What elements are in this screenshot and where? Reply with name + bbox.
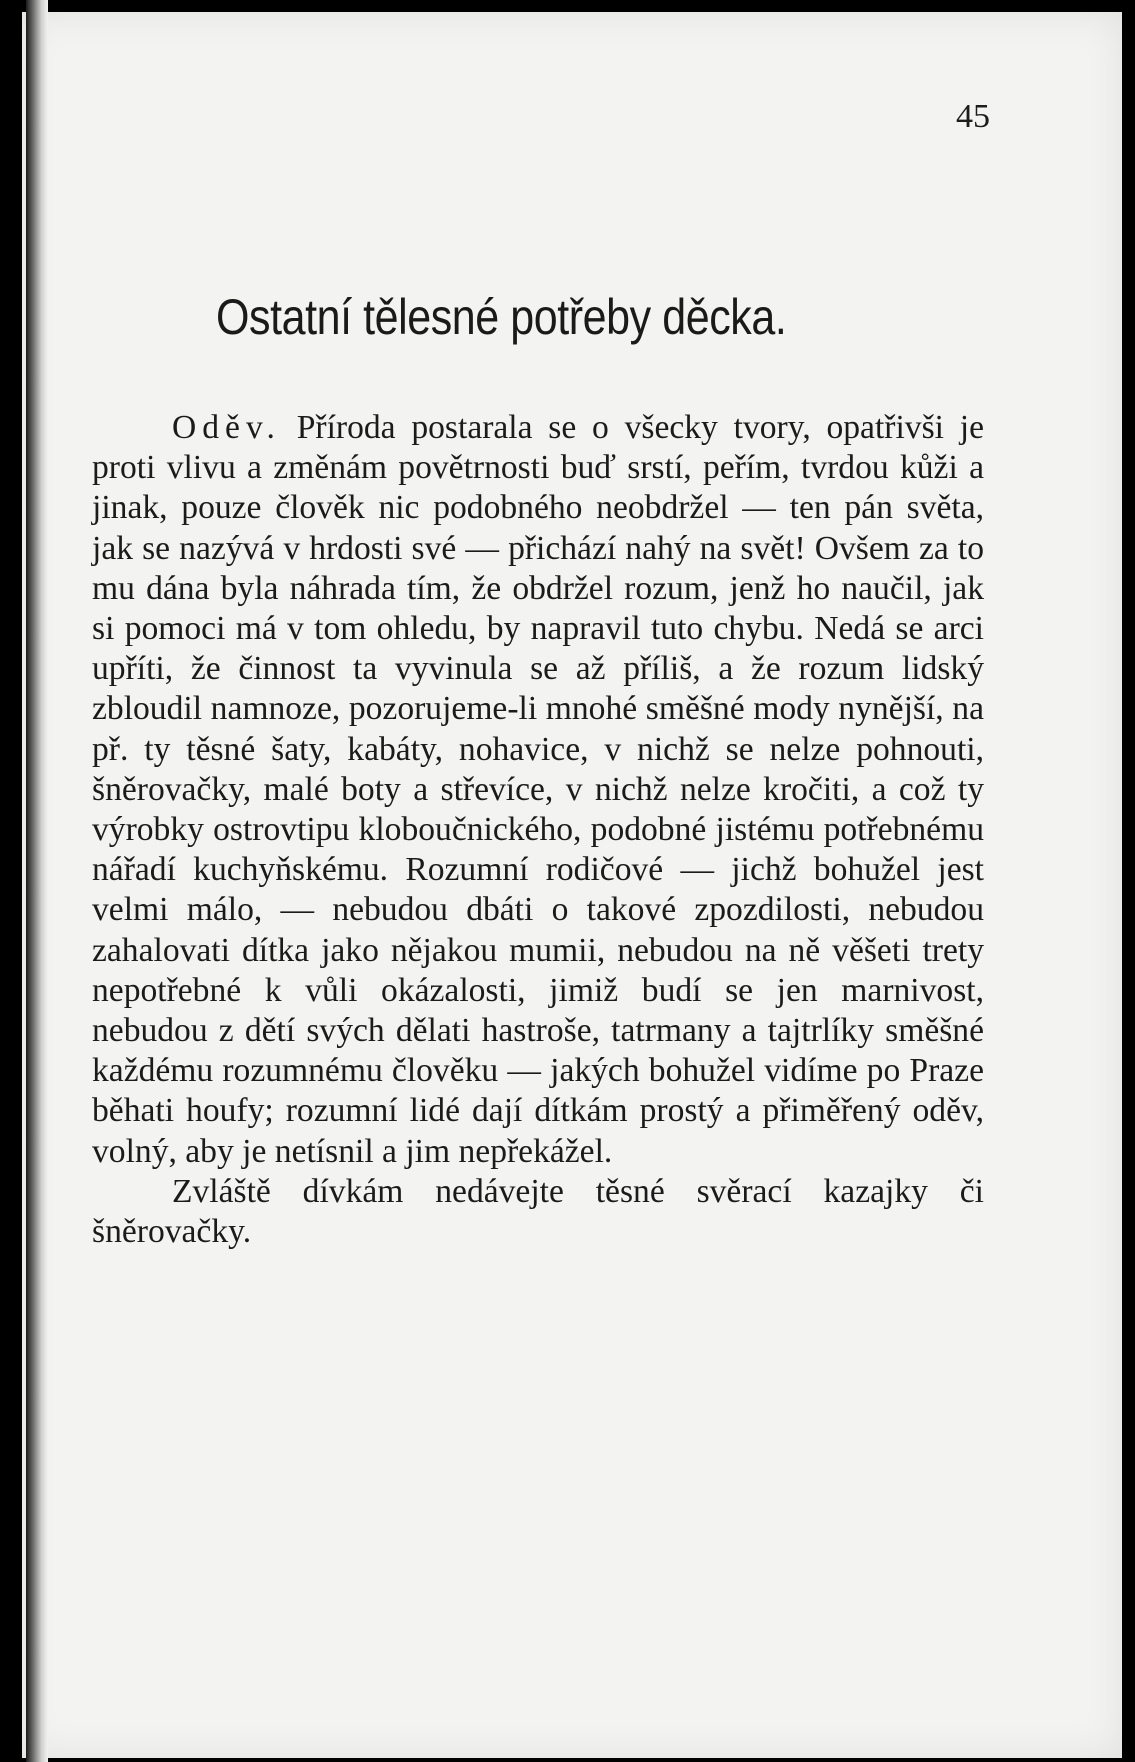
body-text <box>92 408 984 1252</box>
paragraph-girls <box>92 1172 984 1252</box>
page-number: 45 <box>956 98 990 135</box>
paragraph-clothing <box>92 408 984 1172</box>
paragraph-text: Zvláště dívkám nedávejte těsné svěrací kazajky či šněrovačky. <box>92 1172 984 1251</box>
paragraph-text: Příroda postarala se o všecky tvory, opatřivši je proti vlivu a změnám povětrnosti buď srstí, peřím, tvrdou kůži a jinak, pouze člověk nic podobného neobdržel — ten pán světa, jak se nazývá v hrdosti své — přichází nahý na svět! Ovšem za to mu dána byla náhrada tím, že obdržel rozum, jenž ho naučil, jak si pomoci má v tom ohledu, by napravil tuto chybu. Nedá se arci upříti, že činnost ta vyvinula se až příliš, a že rozum lidský zbloudil namnoze, pozorujeme-li mnohé směšné mody nynější, na př. ty těsné šaty, kabáty, nohavice, v nichž se nelze pohnouti, šněrovačky, malé boty a střevíce, v nichž nelze kročiti, a což ty výrobky ostrovtipu kloboučnického, podobné jistému potřebnému nářadí kuchyňskému. Rozumní rodičové — jichž bohužel jest velmi málo, — nebudou dbáti o takové zpozdilosti, nebudou zahalovati dítka jako nějakou mumii, nebudou na ně věšeti trety nepotřebné k vůli okázalosti, jimiž budí se jen marnivost, nebudou z dětí svých dělati hastroše, tatrmany a tajtrlíky směšné každému rozumnému člověku — jakých bohužel vidíme po Praze běhati houfy; rozumní lidé dají dítkám prostý a přiměřený oděv, volný, aby je netísnil a jim nepřekážel. <box>92 409 984 1170</box>
chapter-title: Ostatní tělesné potřeby děcka. <box>216 289 787 345</box>
page-gutter-shadow <box>26 0 48 1762</box>
paragraph-lead-word: Oděv. <box>172 409 281 446</box>
